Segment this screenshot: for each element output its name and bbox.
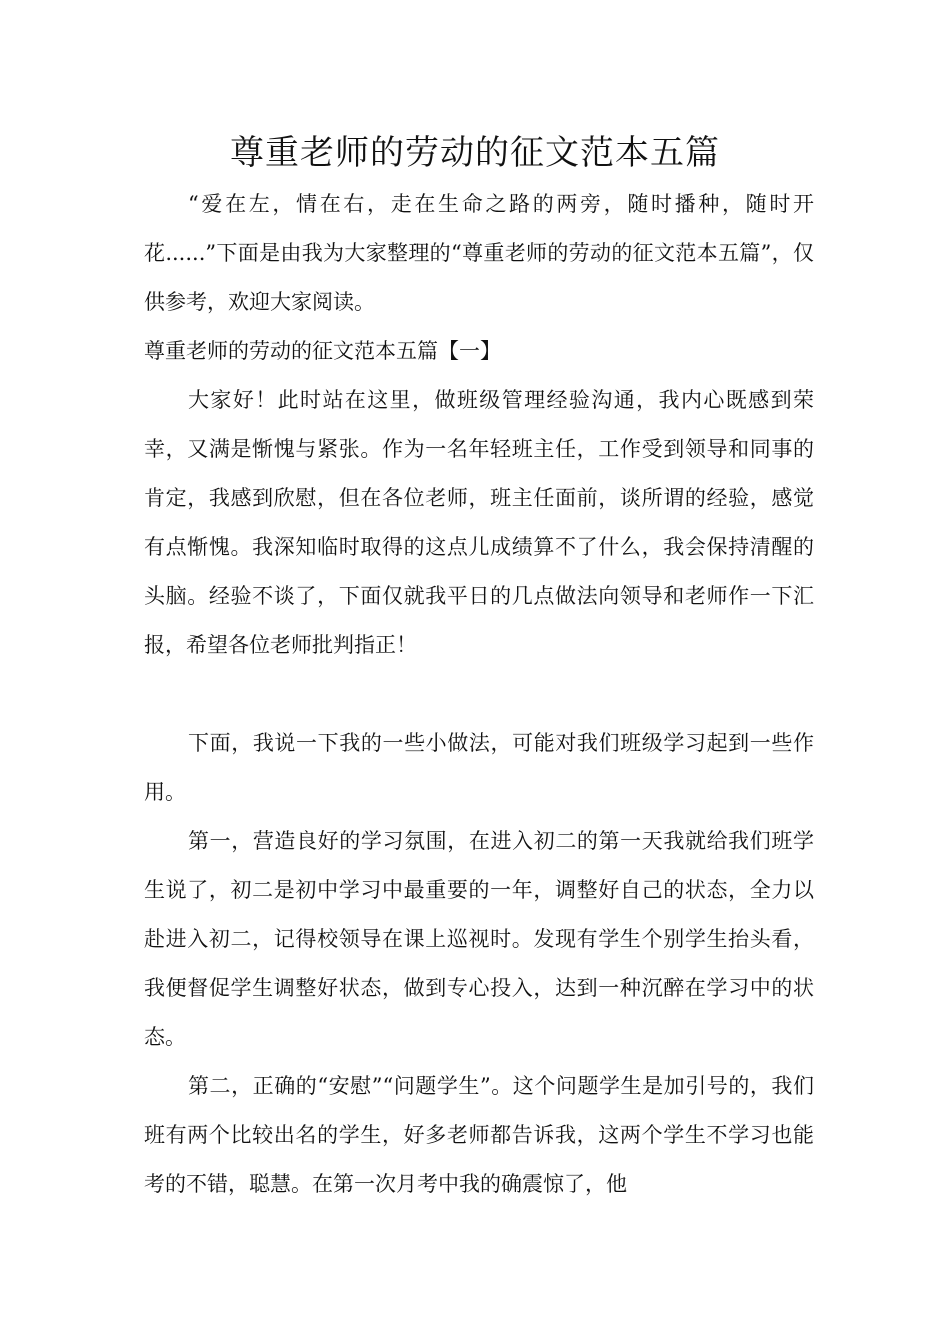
body-paragraph-2: 下面，我说一下我的一些小做法，可能对我们班级学习起到一些作用。 [144, 731, 814, 804]
section-heading: 尊重老师的劳动的征文范本五篇【一】 [144, 339, 501, 363]
intro-paragraph: “爱在左，情在右，走在生命之路的两旁，随时播种，随时开花......”下面是由我为大家整理的“尊重老师的劳动的征文范本五篇”，仅供参考，欢迎大家阅读。 [144, 192, 814, 314]
document-title: 尊重老师的劳动的征文范本五篇 [230, 133, 720, 173]
body-paragraph-4: 第二，正确的“安慰”“问题学生”。这个问题学生是加引号的，我们班有两个比较出名的学生，好多老师都告诉我，这两个学生不学习也能考的不错，聪慧。在第一次月考中我的确震惊了，他 [144, 1074, 814, 1196]
body-paragraph-3: 第一，营造良好的学习氛围，在进入初二的第一天我就给我们班学生说了，初二是初中学习中最重要的一年，调整好自己的状态，全力以赴进入初二，记得校领导在课上巡视时。发现有学生个别学生抬头看，我便督促学生调整好状态，做到专心投入，达到一种沉醉在学习中的状态。 [144, 829, 814, 1049]
paragraph-spacer [144, 670, 814, 719]
body-paragraph-1: 大家好！此时站在这里，做班级管理经验沟通，我内心既感到荣幸，又满是惭愧与紧张。作为一名年轻班主任，工作受到领导和同事的肯定，我感到欣慰，但在各位老师，班主任面前，谈所谓的经验，感觉有点惭愧。我深知临时取得的这点儿成绩算不了什么，我会保持清醒的头脑。经验不谈了，下面仅就我平日的几点做法向领导和老师作一下汇报，希望各位老师批判指正！ [144, 388, 814, 657]
document-body [144, 180, 814, 1209]
